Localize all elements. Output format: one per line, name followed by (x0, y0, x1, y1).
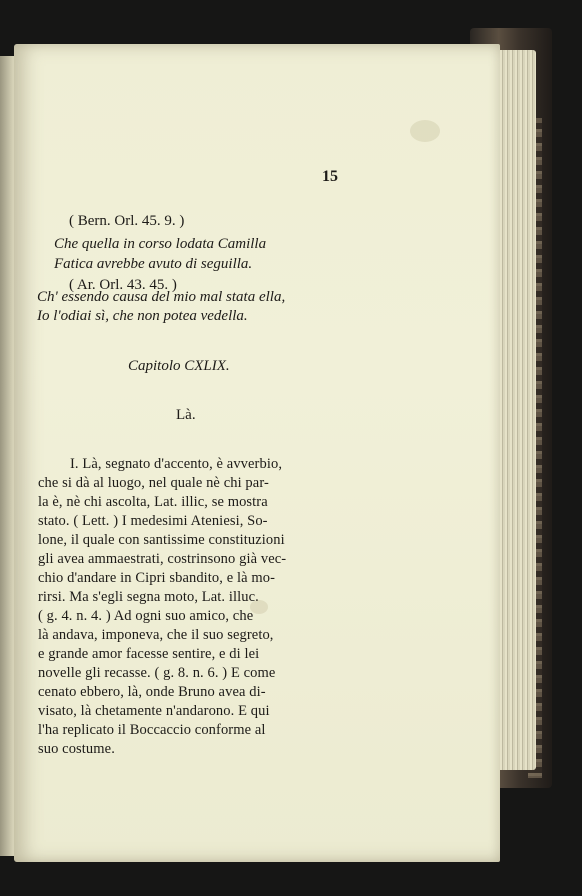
quote-line: Ch' essendo causa del mio mal stata ella, (37, 289, 286, 305)
paper-stain (410, 120, 440, 142)
page-number: 15 (322, 168, 338, 185)
body-line: chio d'andare in Cipri sbandito, e là mo- (38, 570, 276, 586)
quote-line: Fatica avrebbe avuto di seguilla. (54, 256, 253, 272)
body-line: stato. ( Lett. ) I medesimi Ateniesi, So- (38, 513, 268, 529)
body-line: gli avea ammaestrati, costrinsono già vec- (38, 551, 287, 567)
quote-line: ( Bern. Orl. 45. 9. ) (69, 213, 185, 229)
body-line: lone, il quale con santissime constituzioni (38, 532, 285, 548)
chapter-title: Capitolo CXLIX. (128, 358, 230, 374)
body-line: visato, là chetamente n'andarono. E qui (38, 703, 270, 719)
body-line: novelle gli recasse. ( g. 8. n. 6. ) E come (38, 665, 276, 681)
body-line: là andava, imponeva, che il suo segreto, (38, 627, 274, 643)
body-line: I. Là, segnato d'accento, è avverbio, (70, 456, 283, 472)
body-line: rirsi. Ma s'egli segna moto, Lat. illuc. (38, 589, 259, 605)
body-line: la è, nè chi ascolta, Lat. illic, se mostra (38, 494, 268, 510)
quote-line: ( Ar. Orl. 43. 45. ) (69, 277, 177, 293)
body-line: l'ha replicato il Boccaccio conforme al (38, 722, 266, 738)
body-line: e grande amor facesse sentire, e di lei (38, 646, 260, 662)
quote-line: Che quella in corso lodata Camilla (54, 236, 267, 252)
entry-heading: Là. (176, 407, 196, 423)
quote-line: Io l'odiai sì, che non potea vedella. (37, 308, 248, 324)
body-line: che si dà al luogo, nel quale nè chi par- (38, 475, 269, 491)
body-line: suo costume. (38, 741, 115, 757)
body-line: ( g. 4. n. 4. ) Ad ogni suo amico, che (38, 608, 254, 624)
body-line: cenato ebbero, là, onde Bruno avea di- (38, 684, 266, 700)
paper-stain (250, 600, 268, 614)
